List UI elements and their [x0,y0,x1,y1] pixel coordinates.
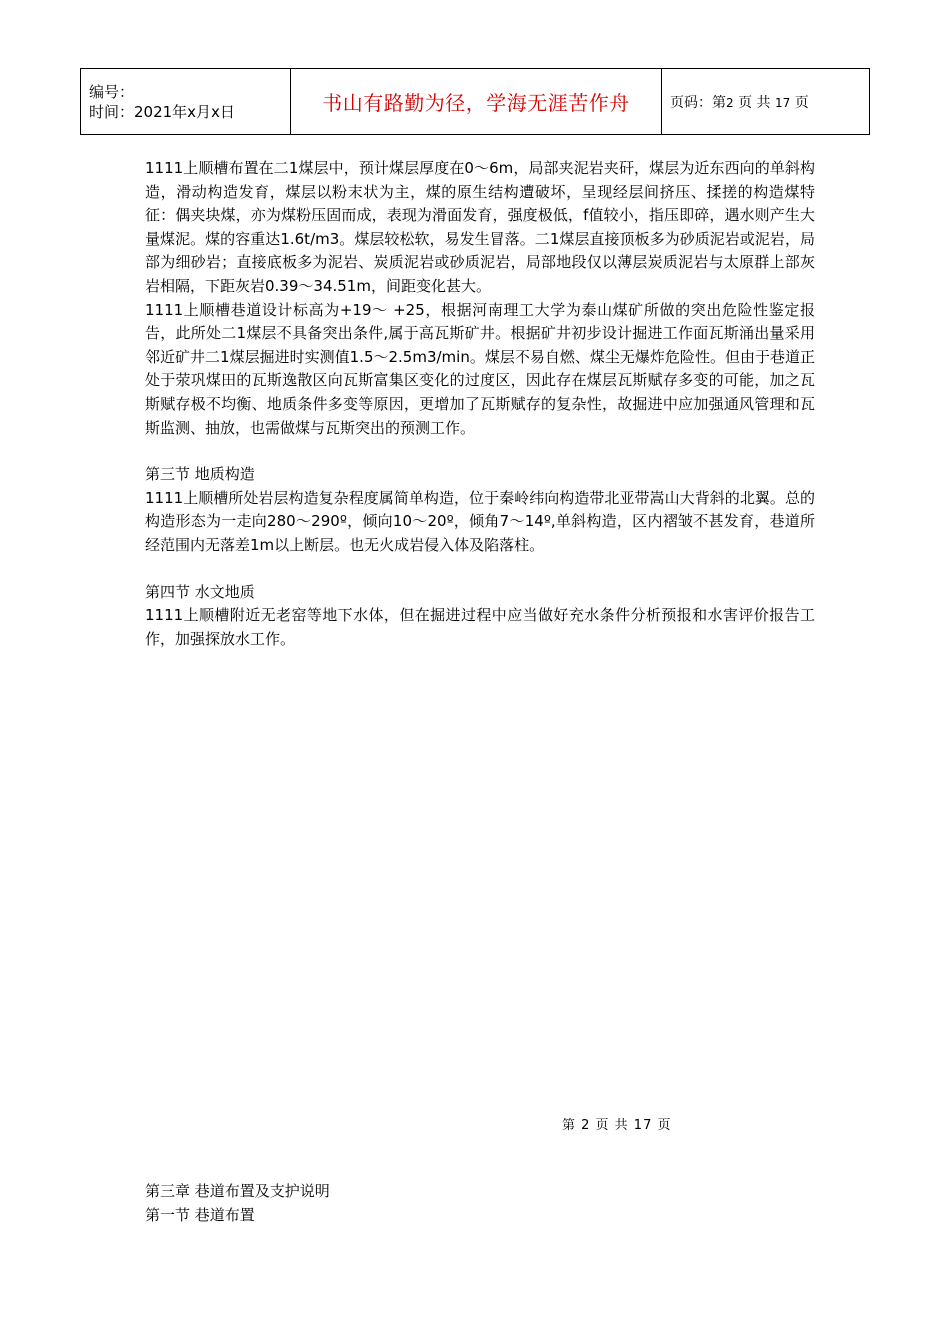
section-title-hydrology: 第四节 水文地质 [145,582,255,601]
section-title-layout: 第一节 巷道布置 [145,1205,255,1224]
document-date-label: 时间：2021年x月x日 [89,102,235,121]
paragraph-coal-seam: 1111上顺槽布置在二1煤层中，预计煤层厚度在0～6m，局部夹泥岩夹矸，煤层为近东西向的单斜构造，滑动构造发育，煤层以粉末状为主，煤的原生结构遭破坏，呈现经层间挤压、揉搓的构造煤特征：偶夹块煤，亦为煤粉压固而成，表现为滑面发育，强度极低，f值较小，指压即碎，遇水则产生大量煤泥。煤的容重达1.6t/m3。煤层较松软，易发生冒落。二1煤层直接顶板多为砂质泥岩或泥岩，局部为细砂岩；直接底板多为泥岩、炭质泥岩或砂质泥岩，局部地段仅以薄层炭质泥岩与太原群上部灰岩相隔，下距灰岩0.39～34.51m，间距变化甚大。 [145,159,815,295]
paragraph-gas: 1111上顺槽巷道设计标高为+19～ +25，根据河南理工大学为泰山煤矿所做的突出危险性鉴定报告，此所处二1煤层不具备突出条件,属于高瓦斯矿井。根据矿井初步设计掘进工作面瓦斯涌出量采用邻近矿井二1煤层掘进时实测值1.5～2.5m3/min。煤层不易自燃、煤尘无爆炸危险性。但由于巷道正处于荥巩煤田的瓦斯逸散区向瓦斯富集区变化的过度区，因此存在煤层瓦斯赋存多变的可能，加之瓦斯赋存极不均衡、地质条件多变等原因，更增加了瓦斯赋存的复杂性，故掘进中应加强通风管理和瓦斯监测、抽放，也需做煤与瓦斯突出的预测工作。 [145,300,815,437]
header-info-cell [81,69,291,135]
spacer [145,440,815,463]
header-motto: 书山有路勤为径，学海无涯苦作舟 [291,69,662,135]
paragraph-geology: 1111上顺槽所处岩层构造复杂程度属简单构造，位于秦岭纬向构造带北亚带嵩山大背斜的北翼。总的构造形态为一走向280～290º，倾向10～20º，倾角7～14º,单斜构造，区内褶皱不甚发育，巷道所经范围内无落差1m以上断层。也无火成岩侵入体及陷落柱。 [145,488,815,554]
document-body [145,157,815,651]
page-prefix: 页码：第 [670,94,726,111]
next-page-content [145,1180,330,1227]
chapter-title: 第三章 巷道布置及支护说明 [145,1182,330,1200]
paragraph-hydrology: 1111上顺槽附近无老窑等地下水体，但在掘进过程中应当做好充水条件分析预报和水害评价报告工作，加强探放水工作。 [145,606,815,648]
spacer [145,558,815,581]
header-table [80,68,870,135]
page-mid: 页 共 [738,94,771,111]
page-footer: 第 2 页 共 17 页 [562,1118,672,1133]
header-page-indicator [662,69,870,135]
document-number-label: 编号： [89,82,135,101]
page-suffix: 页 [794,94,809,111]
page-total: 17 [775,95,791,110]
section-title-geology: 第三节 地质构造 [145,465,255,484]
page-current: 2 [726,95,734,110]
